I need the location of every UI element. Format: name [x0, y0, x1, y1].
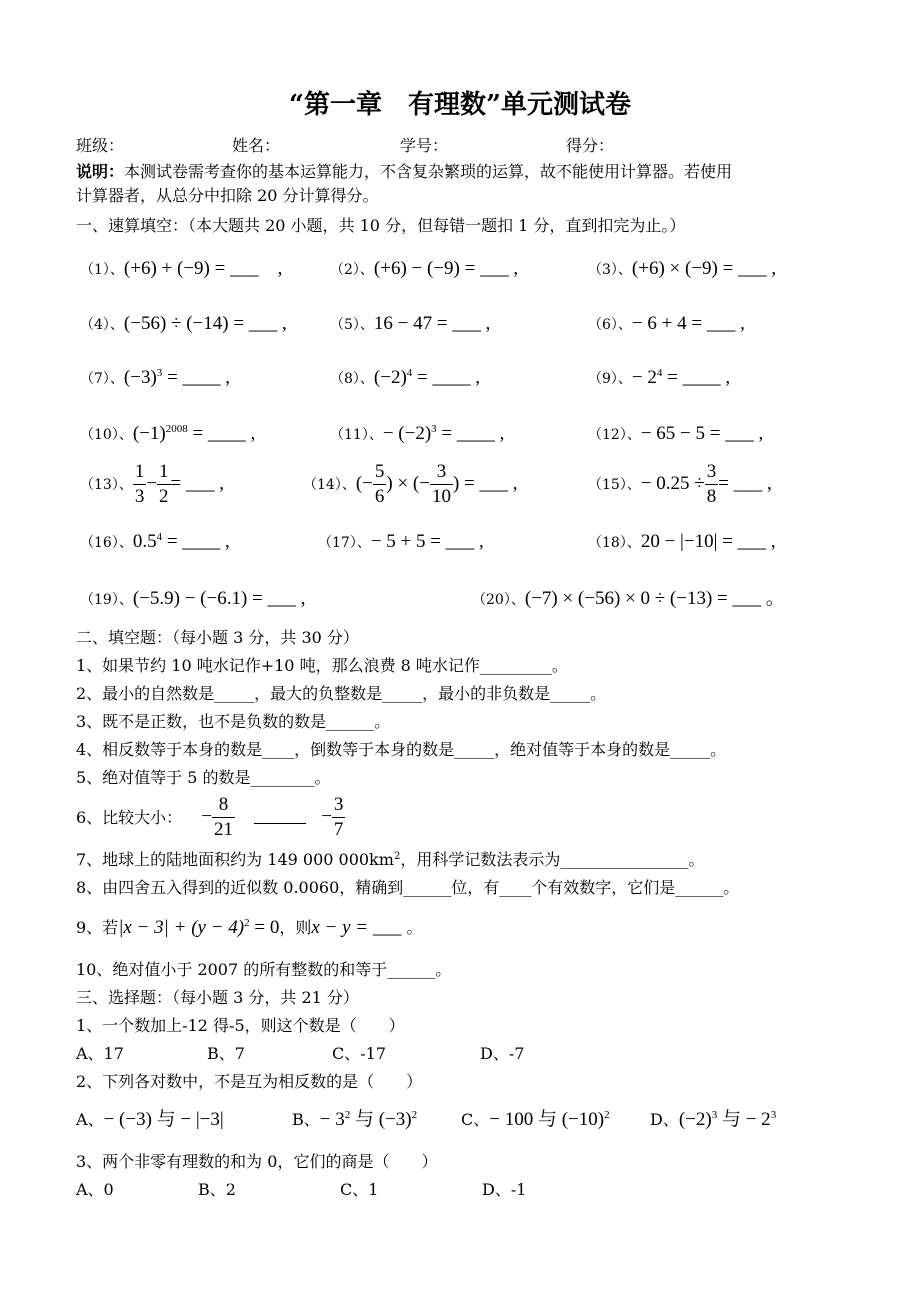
quick-item-17: （17）、− 5 + 5 = ___ ,: [318, 531, 484, 552]
section-3-heading: 三、选择题：（每小题 3 分，共 21 分）: [76, 988, 359, 1007]
quick-item-9: （9）、− $2^4$ = ____ ,: [588, 367, 731, 388]
name-label: 姓名：: [232, 136, 281, 155]
fill-question-4: 4、相反数等于本身的数是____，倒数等于本身的数是_____，绝对值等于本身的数是_____。: [76, 740, 727, 759]
fill-question-6: 6、比较大小： − $\frac{8}{21}$ − $\frac{3}{7}$: [76, 794, 344, 840]
quick-item-11: （11）、− $(-2)^3$ = ____ ,: [330, 423, 505, 444]
fill-question-9: 9、若$|x - 3| + (y - 4)^2 = 0$，则x − y = ___ 。: [76, 917, 423, 938]
quick-item-1: （1）、(+6) + (−9) = ___ ,: [80, 258, 283, 279]
choice-1-option-c: C、-17: [332, 1044, 387, 1063]
score-label: 得分：: [566, 136, 615, 155]
quick-item-18: （18）、20 − |−10| = ___ ,: [588, 531, 776, 552]
choice-3-option-c: C、1: [340, 1180, 379, 1199]
choice-2-option-b: B、− $3^2$ 与 $(-3)^2$: [292, 1109, 418, 1130]
choice-1-option-a: A、17: [76, 1044, 124, 1063]
instructions-text-2: 计算器者，从总分中扣除 20 分计算得分。: [76, 186, 379, 205]
page-title: “第一章 有理数”单元测试卷: [289, 90, 631, 120]
fill-question-10: 10、绝对值小于 2007 的所有整数的和等于______。: [76, 960, 452, 979]
quick-item-12: （12）、− 65 − 5 = ___ ,: [588, 423, 764, 444]
quick-item-5: （5）、16 − 47 = ___ ,: [330, 313, 491, 334]
fill-question-8: 8、由四舍五入得到的近似数 0.0060，精确到______位，有____个有效数字，它们是______。: [76, 878, 740, 897]
choice-1-option-d: D、-7: [480, 1044, 525, 1063]
fill-question-1: 1、如果节约 10 吨水记作+10 吨，那么浪费 8 吨水记作_________。: [76, 656, 568, 675]
instructions: [76, 160, 836, 208]
quick-item-14: （14）、(− $\frac{5}{6}$ ) × (− $\frac{3}{10}$ ) = ___ ,: [303, 461, 518, 507]
section-2-heading: 二、填空题：（每小题 3 分，共 30 分）: [76, 628, 359, 647]
quick-item-3: （3）、(+6) × (−9) = ___ ,: [588, 258, 777, 279]
section-1-heading: 一、速算填空：（本大题共 20 小题，共 10 分，但每错一题扣 1 分，直到扣完为止。）: [76, 216, 686, 235]
fill-question-2: 2、最小的自然数是_____，最大的负整数是_____，最小的非负数是_____。: [76, 684, 607, 703]
fill-question-5: 5、绝对值等于 5 的数是________。: [76, 768, 331, 787]
quick-item-16: （16）、$0.5^4$ = ____ ,: [80, 531, 230, 552]
choice-2-option-d: D、$(-2)^3$ 与 − $2^3$: [650, 1109, 777, 1130]
choice-3-option-b: B、2: [198, 1180, 236, 1199]
choice-3-option-a: A、0: [76, 1180, 114, 1199]
quick-item-19: （19）、(−5.9) − (−6.1) = ___ ,: [80, 588, 306, 609]
instructions-label: 说明：: [76, 162, 125, 181]
quick-item-6: （6）、− 6 + 4 = ___ ,: [588, 313, 745, 334]
choice-question-1: 1、一个数加上-12 得-5，则这个数是（ ）: [76, 1016, 405, 1035]
choice-question-3: 3、两个非零有理数的和为 0，它们的商是（ ）: [76, 1152, 438, 1171]
quick-item-7: （7）、$(-3)^3$ = ____ ,: [80, 367, 231, 388]
quick-item-10: （10）、$(-1)^{2008}$ = ____ ,: [80, 423, 256, 444]
quick-item-20: （20）、(−7) × (−56) × 0 ÷ (−13) = ___ 。: [472, 588, 785, 609]
choice-1-option-b: B、7: [207, 1044, 245, 1063]
quick-item-4: （4）、(−56) ÷ (−14) = ___ ,: [80, 313, 287, 334]
quick-item-8: （8）、$(-2)^4$ = ____ ,: [330, 367, 481, 388]
student-id-label: 学号：: [400, 136, 449, 155]
choice-2-option-c: C、− 100 与 $(-10)^2$: [461, 1109, 610, 1130]
fill-question-3: 3、既不是正数，也不是负数的数是______。: [76, 712, 391, 731]
choice-3-option-d: D、-1: [482, 1180, 527, 1199]
quick-item-2: （2）、(+6) − (−9) = ___ ,: [330, 258, 519, 279]
quick-item-15: （15）、− 0.25 ÷ $\frac{3}{8}$ = ___ ,: [588, 461, 772, 507]
choice-2-option-a: A、− (−3) 与 − |−3|: [76, 1109, 224, 1130]
fill-question-7: 7、地球上的陆地面积约为 149 000 $000km^2$，用科学记数法表示为________________。: [76, 850, 705, 869]
quick-item-13: （13）、 $\frac{1}{3}$ − $\frac{1}{2}$ = ___ ,: [80, 461, 225, 507]
class-label: 班级：: [76, 136, 125, 155]
instructions-text-1: 本测试卷需考查你的基本运算能力，不含复杂繁琐的运算，故不能使用计算器。若使用: [124, 162, 733, 181]
choice-question-2: 2、下列各对数中，不是互为相反数的是（ ）: [76, 1072, 423, 1091]
